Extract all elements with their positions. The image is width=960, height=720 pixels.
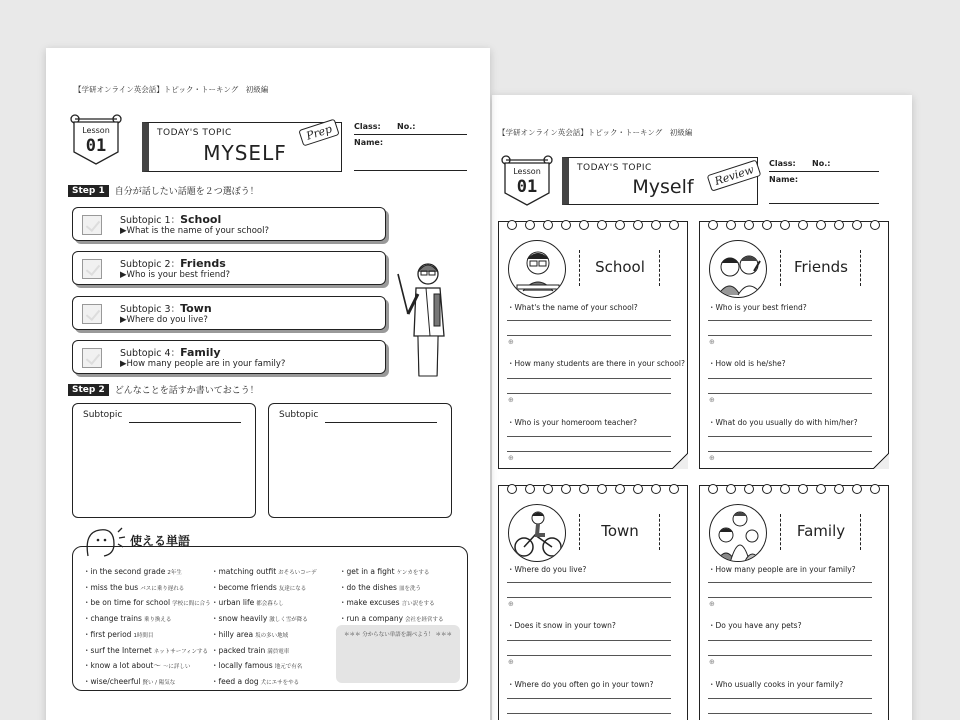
vocab-english: ・locally famous	[211, 661, 273, 671]
vocab-column	[83, 565, 211, 691]
card-title: School	[595, 258, 645, 276]
card-title: Friends	[794, 258, 848, 276]
lesson-number: 01	[85, 136, 107, 156]
subtopic-question: ▶Where do you live?	[120, 315, 208, 325]
vocab-japanese: 学校に間に合う	[172, 601, 211, 608]
notebook-rings	[700, 484, 888, 494]
friends-singing-icon	[709, 240, 767, 298]
vocab-english: ・first period	[83, 629, 132, 639]
vocab-box	[72, 546, 468, 691]
vocab-japanese: 賢い / 陽気な	[142, 679, 176, 686]
subtopic-question: ▶How many people are in your family?	[120, 359, 286, 369]
question: ・Who is your homeroom teacher?	[507, 418, 638, 427]
topic-label: TODAY'S TOPIC	[577, 163, 652, 173]
vocab-english: ・wise/cheerful	[83, 676, 141, 686]
vocab-english: ・matching outfit	[211, 567, 277, 576]
question: ・Who usually cooks in your family?	[708, 680, 844, 689]
lesson-badge	[69, 114, 123, 166]
lesson-word: Lesson	[82, 126, 110, 135]
vocab-item	[211, 612, 317, 628]
prep-worksheet	[46, 48, 490, 720]
vocab-english: ・snow heavily	[211, 614, 268, 624]
vocab-japanese: 坂の多い地域	[255, 632, 289, 639]
vocab-item	[83, 581, 211, 597]
subtopic-line	[129, 422, 241, 423]
notebook-rings	[499, 220, 687, 230]
magnifier-icon: ⊕	[709, 396, 715, 404]
vocab-japanese: 犬にエサをやる	[260, 679, 300, 686]
vocab-column	[211, 565, 317, 691]
vocab-english: ・be on time for school	[83, 598, 171, 608]
subtopic-line	[325, 422, 437, 423]
subtopic-row[interactable]	[72, 207, 386, 241]
class-label: Class:	[354, 122, 381, 131]
vocab-japanese: 1時間目	[133, 632, 154, 639]
student-at-desk-icon	[508, 240, 566, 298]
review-tag: Review	[707, 159, 762, 191]
vocab-item	[339, 581, 444, 597]
vocab-english: ・run a company	[339, 614, 404, 624]
vocab-japanese: 〜に詳しい	[162, 664, 191, 671]
subtopic-writing-box[interactable]	[72, 403, 256, 518]
question: ・Where do you often go in your town?	[507, 680, 654, 689]
vocab-english: ・know a lot about〜	[83, 661, 161, 671]
vocab-item	[211, 581, 317, 597]
subtopic-checkbox[interactable]	[82, 348, 102, 368]
subtopic-heading: Subtopic 3：Town	[120, 302, 212, 315]
magnifier-icon: ⊕	[709, 338, 715, 346]
class-line	[769, 171, 879, 172]
vocab-japanese: 会社を経営する	[405, 617, 444, 624]
magnifier-icon: ⊕	[508, 658, 514, 666]
vocab-english: ・miss the bus	[83, 582, 139, 592]
name-label: Name:	[354, 138, 384, 147]
notebook-rings	[499, 484, 687, 494]
question: ・What's the name of your school?	[507, 303, 638, 312]
vocab-item	[211, 565, 317, 581]
vocab-japanese: おそろいコーデ	[278, 570, 317, 576]
subtopic-heading: Subtopic 2：Friends	[120, 257, 226, 270]
magnifier-icon: ⊕	[709, 454, 715, 462]
vocab-japanese: 2年生	[167, 570, 182, 576]
subtopic-heading: Subtopic 4：Family	[120, 346, 221, 359]
review-worksheet	[492, 95, 912, 720]
magnifier-icon: ⊕	[508, 396, 514, 404]
magnifier-icon: ⊕	[709, 658, 715, 666]
vocab-item	[83, 644, 211, 660]
vocab-item	[211, 675, 317, 691]
card-town	[498, 485, 688, 720]
question: ・Where do you live?	[507, 565, 587, 574]
card-title: Town	[601, 522, 639, 540]
vocab-item	[339, 565, 444, 581]
vocab-english: ・in the second grade	[83, 567, 166, 576]
subtopic-writing-box[interactable]	[268, 403, 452, 518]
page-curl	[873, 453, 889, 469]
subtopic-row[interactable]	[72, 340, 386, 374]
vocab-item	[211, 659, 317, 675]
subtopic-label: Subtopic	[279, 410, 319, 420]
page-curl	[672, 453, 688, 469]
vocab-english: ・make excuses	[339, 598, 400, 608]
vocab-item	[83, 596, 211, 612]
vocab-item	[83, 659, 211, 675]
magnifier-icon: ⊕	[508, 600, 514, 608]
vocab-japanese: 言い訳をする	[401, 601, 435, 608]
vocab-japanese: バスに乗り遅れる	[140, 585, 185, 592]
vocab-item	[211, 628, 317, 644]
card-family	[699, 485, 889, 720]
vocab-english: ・packed train	[211, 645, 266, 655]
vocab-item	[83, 612, 211, 628]
topic-label: TODAY'S TOPIC	[157, 128, 232, 138]
vocab-japanese: 皿を洗う	[398, 585, 421, 592]
topic-title: MYSELF	[203, 141, 287, 165]
vocab-item	[83, 675, 211, 691]
vocab-english: ・get in a fight	[339, 567, 395, 576]
magnifier-icon: ⊕	[709, 600, 715, 608]
card-title: Family	[796, 522, 846, 540]
subtopic-row[interactable]	[72, 251, 386, 285]
name-label: Name:	[769, 175, 799, 184]
vocab-note-box[interactable]	[336, 625, 460, 683]
vocab-item	[83, 628, 211, 644]
card-school	[498, 221, 688, 469]
vocab-japanese: 乗り換える	[143, 617, 172, 624]
name-line	[769, 203, 879, 204]
vocab-english: ・become friends	[211, 582, 277, 592]
magnifier-icon: ⊕	[508, 454, 514, 462]
vocab-title: 使える単語	[130, 534, 191, 548]
subtopic-checkbox[interactable]	[82, 259, 102, 279]
question: ・How many students are there in your school?	[507, 359, 685, 368]
subtopic-heading: Subtopic 1：School	[120, 213, 222, 226]
subtopic-question: ▶What is the name of your school?	[120, 226, 269, 236]
vocab-japanese: 満員電車	[267, 648, 290, 655]
vocab-english: ・urban life	[211, 598, 255, 608]
step1-text: 自分が話したい話題を２つ選ぼう！	[114, 187, 259, 197]
step1-chip: Step 1	[68, 185, 109, 197]
subtopic-checkbox[interactable]	[82, 215, 102, 235]
card-friends	[699, 221, 889, 469]
question: ・Do you have any pets?	[708, 621, 802, 630]
class-label: Class:	[769, 159, 796, 168]
teacher-pointing-icon	[394, 260, 450, 380]
question: ・How many people are in your family?	[708, 565, 856, 574]
prep-tag: Prep	[298, 119, 340, 147]
lesson-word: Lesson	[513, 167, 541, 176]
vocab-japanese: ネットサーフィンする	[153, 648, 209, 655]
vocab-column	[339, 565, 444, 628]
vocab-japanese: 地元で有名	[274, 664, 303, 671]
question: ・How old is he/she?	[708, 359, 786, 368]
vocab-japanese: 都会暮らし	[256, 601, 284, 608]
notebook-rings	[700, 220, 888, 230]
vocab-japanese: ケンカをする	[396, 570, 430, 576]
question: ・Who is your best friend?	[708, 303, 807, 312]
question: ・What do you usually do with him/her?	[708, 418, 858, 427]
family-group-icon	[709, 504, 767, 562]
vocab-item	[83, 565, 211, 581]
step1-heading	[68, 184, 259, 197]
no-label: No.:	[397, 122, 416, 131]
subtopic-checkbox[interactable]	[82, 304, 102, 324]
vocab-english: ・change trains	[83, 614, 142, 624]
lesson-number: 01	[516, 177, 538, 197]
step2-heading	[68, 383, 259, 396]
vocab-english: ・surf the Internet	[83, 645, 152, 655]
step2-chip: Step 2	[68, 384, 109, 396]
step2-text: どんなことを話すか書いておこう！	[114, 386, 259, 396]
vocab-item	[339, 596, 444, 612]
bicycle-rider-icon	[508, 504, 566, 562]
lesson-badge	[500, 155, 554, 207]
no-label: No.:	[812, 159, 831, 168]
vocab-english: ・feed a dog	[211, 676, 259, 686]
class-line	[354, 134, 467, 135]
vocab-english: ・do the dishes	[339, 582, 397, 592]
sheet-header: 【学研オンライン英会話】トピック・トーキング 初級編	[74, 85, 269, 94]
name-line	[354, 170, 467, 171]
topic-title: Myself	[632, 176, 694, 198]
vocab-japanese: 友達になる	[278, 585, 307, 592]
subtopic-label: Subtopic	[83, 410, 123, 420]
vocab-note-text: ＊＊＊ 分からない単語を調べよう！ ＊＊＊	[344, 632, 452, 638]
question: ・Does it snow in your town?	[507, 621, 616, 630]
vocab-item	[211, 644, 317, 660]
subtopic-question: ▶Who is your best friend?	[120, 270, 230, 280]
subtopic-row[interactable]	[72, 296, 386, 330]
vocab-japanese: 激しく雪が降る	[269, 617, 308, 624]
magnifier-icon: ⊕	[508, 338, 514, 346]
vocab-item	[211, 596, 317, 612]
vocab-english: ・hilly area	[211, 629, 254, 639]
sheet-header: 【学研オンライン英会話】トピック・トーキング 初級編	[498, 128, 693, 137]
